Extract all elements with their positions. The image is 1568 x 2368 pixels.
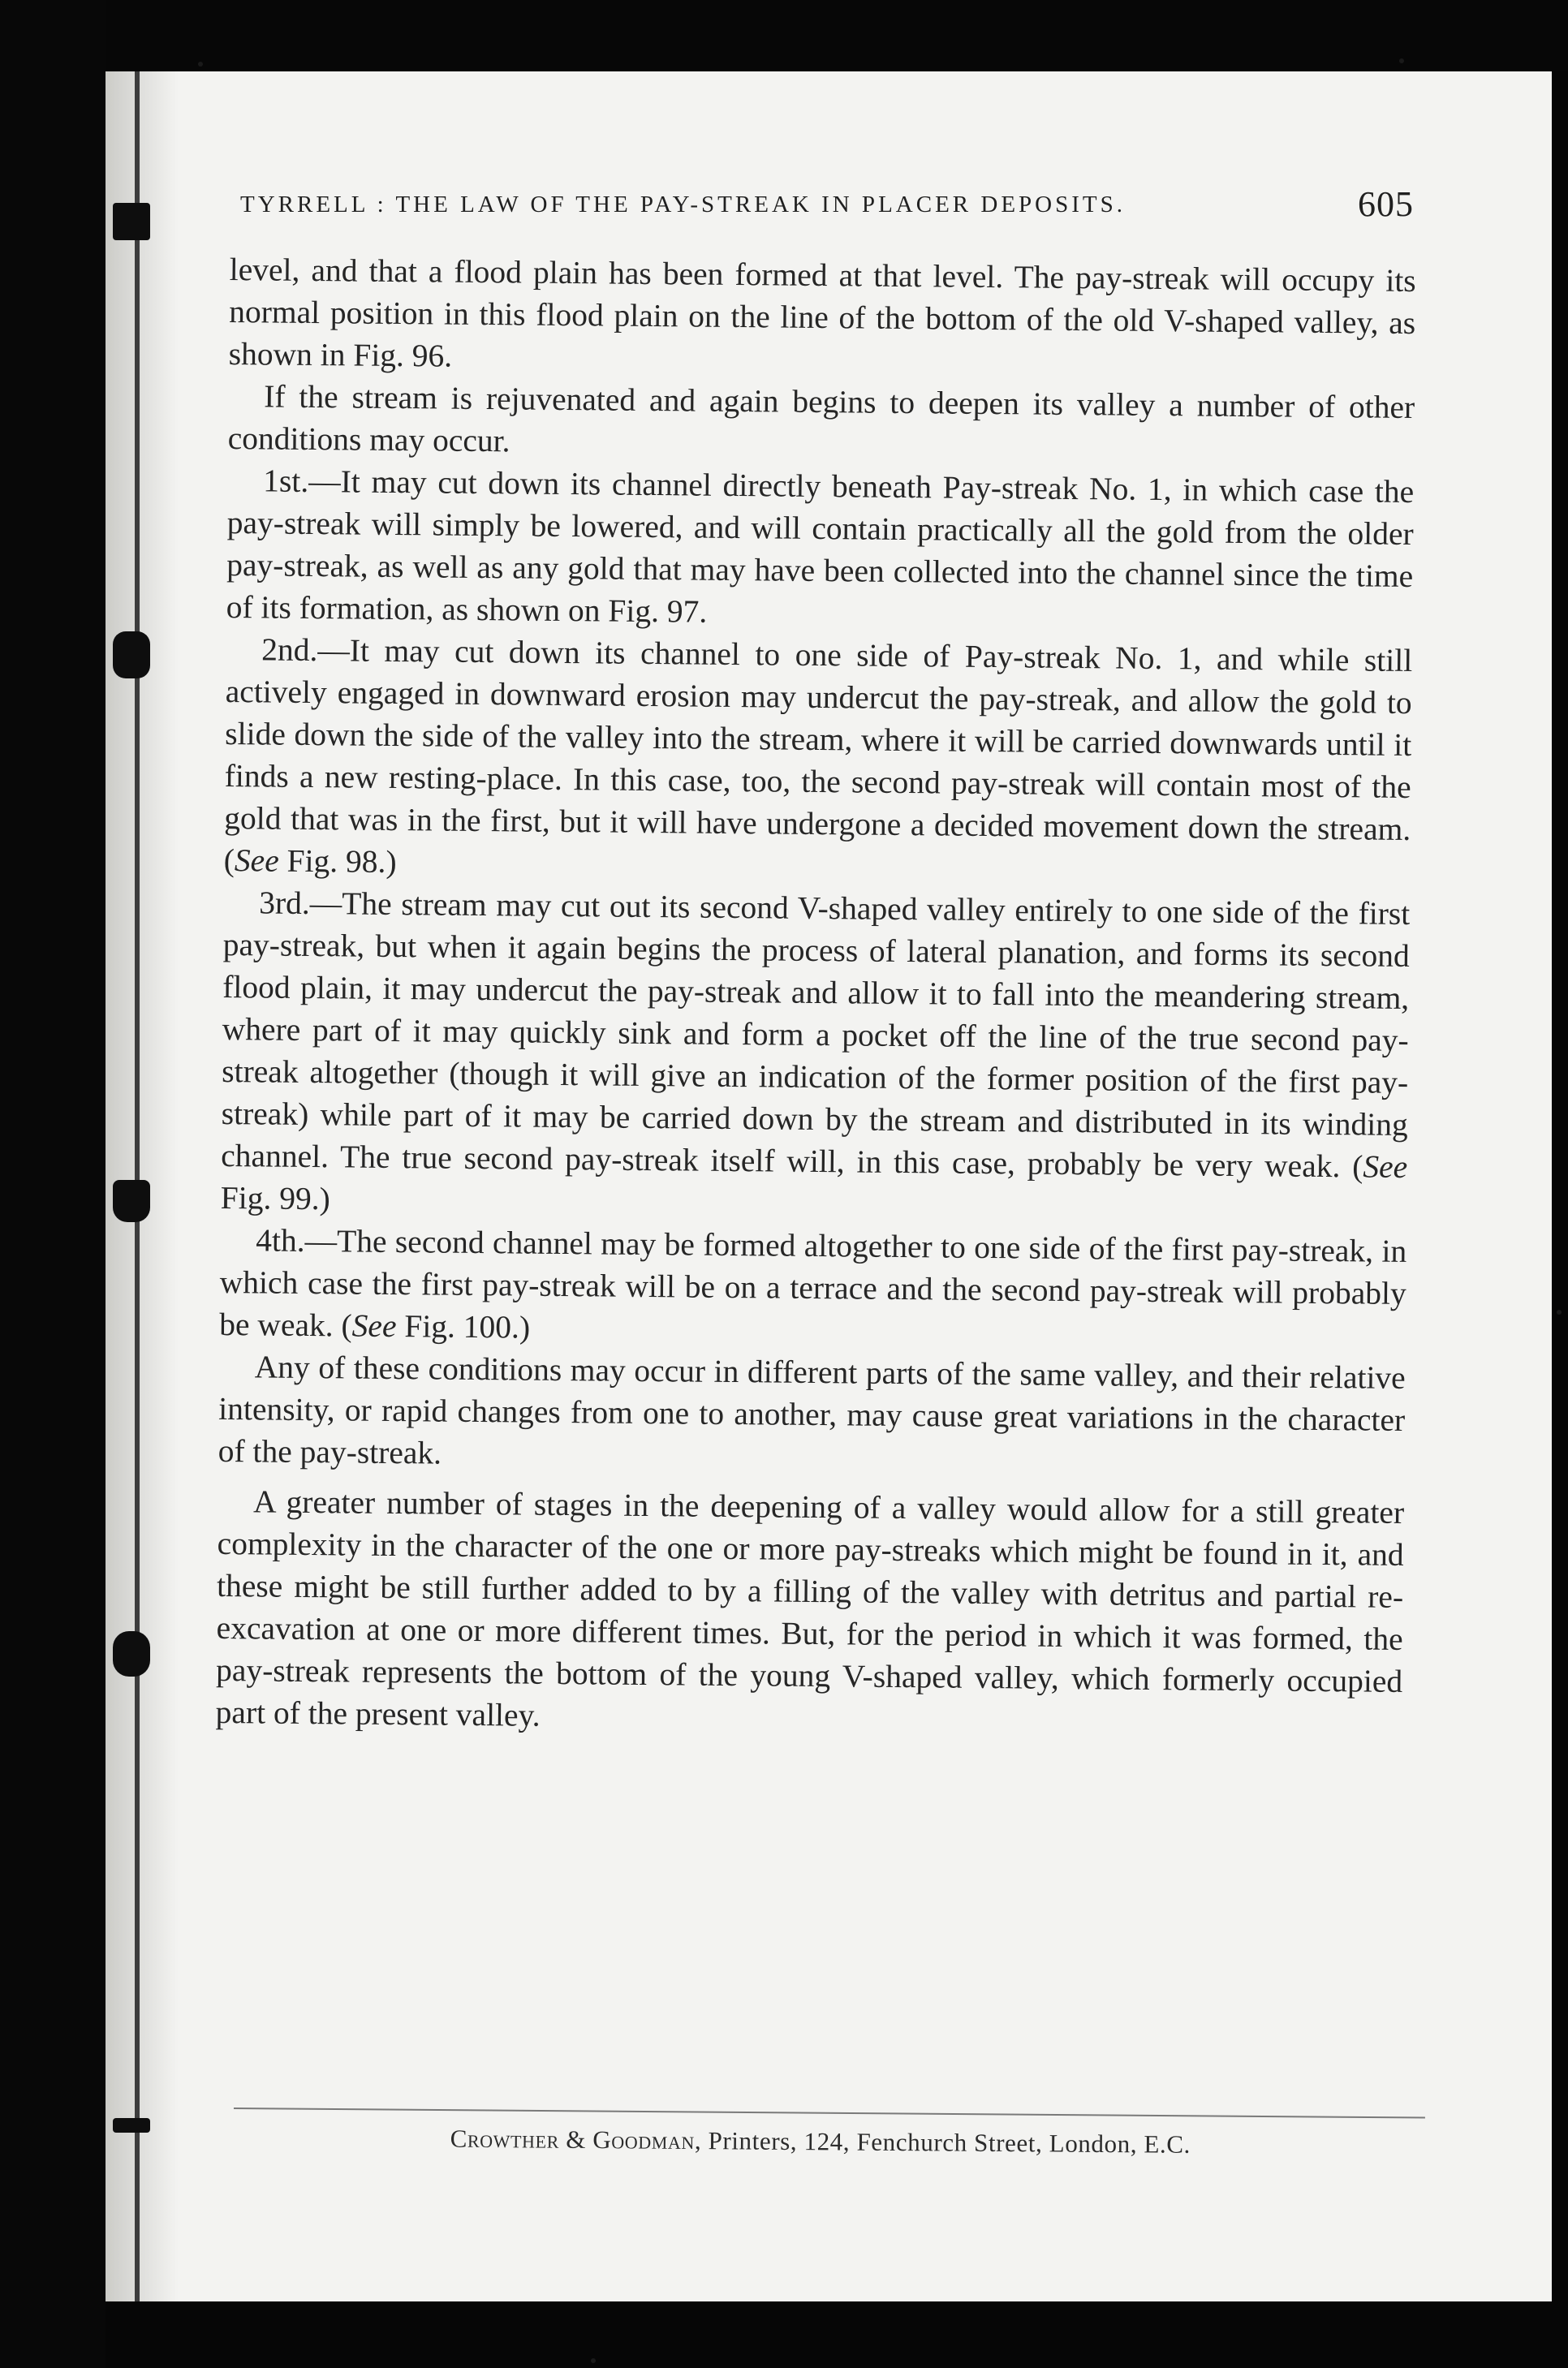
scan-speck <box>1557 1310 1562 1315</box>
paragraph: 2nd.—It may cut down its channel to one side of Pay-streak No. 1, and while still actively engaged in downward erosion may undercut the pay-streak, and allow the gold to slide down the side of the valley into the stream, where it will be carried downwards until it finds a new resting-place. In this case, too, the second pay-streak will contain most of the gold that was in the first, but it will have undergone a decided movement down the stream. (See Fig. 98.) <box>223 631 1413 880</box>
binding-clip-icon <box>113 1631 150 1677</box>
paragraph <box>228 375 1415 471</box>
paragraph-text: If the stream is rejuvenated and again begins to deepen its valley a number of other conditions may occur. <box>227 378 1415 459</box>
paragraph <box>226 459 1415 639</box>
scan-border-left <box>0 0 106 2368</box>
figure-reference: Fig. 99. <box>220 1179 320 1217</box>
paragraph: 4th.—The second channel may be formed altogether to one side of the first pay-streak, in which case the first pay-streak will be on a terrace and the second pay-streak will probably be weak. (See Fig. 100.) <box>219 1222 1407 1345</box>
binding-clip-icon <box>113 2118 150 2133</box>
paragraph: 3rd.—The stream may cut out its second V-shaped valley entirely to one side of the first pay-streak, but when it again begins the process of lateral planation, and forms its second flood plain, it may undercut the pay-streak and allow it to fall into the meandering stream, where part of it may quickly sink and form a pocket off the line of the true second pay-streak altogether (though it will give an indication of the former position of the first pay-streak) while part of it may be carried down by the stream and distributed in its winding channel. The true second pay-streak itself will, in this case, probably be very weak. (See Fig. 99.) <box>220 885 1411 1217</box>
paragraph-text: 2nd.—It may cut down its channel to one side of Pay-streak No. 1, and while still actively engaged in downward erosion may undercut the pay-streak, and allow the gold to slide down the side of the valley into the stream, where it will be carried downwards until it finds a new resting-place. In this case, too, the second pay-streak will contain most of the gold that was in the first, but it will have undergone a decided movement down the stream. <box>224 631 1413 848</box>
binding-clip-icon <box>113 203 150 240</box>
binding-clip-icon <box>113 631 150 678</box>
paragraph <box>218 1345 1406 1483</box>
paragraph <box>215 1480 1404 1745</box>
printer-names: Crowther & Goodman <box>450 2124 696 2155</box>
running-head: TYRRELL : THE LAW OF THE PAY-STREAK IN PLACER DEPOSITS. <box>240 192 1126 217</box>
binding-clip-icon <box>113 1180 150 1222</box>
paragraph-text: 1st.—It may cut down its channel directly beneath Pay-streak No. 1, in which case the pay-streak will simply be lowered, and will contain practically all the gold from the older pay-streak, as well as any gold that may have been collected into the channel since the time of its formation, as shown on Fig. 97. <box>226 463 1415 630</box>
see-label: See <box>351 1307 397 1345</box>
printer-details: , Printers, 124, Fenchurch Street, London, E.C. <box>694 2126 1191 2159</box>
figure-reference: Fig. 98. <box>286 842 386 880</box>
paragraph-text: A greater number of stages in the deepening of a valley would allow for a still greater complexity in the character of the one or more pay-streaks which might be found in it, and these might be still further added to by a filling of the valley with detritus and partial re-excavation at one or more different times. But, for the period in which it was formed, the pay-streak represents the bottom of the young V-shaped valley, which formerly occupied part of the present valley. <box>215 1483 1405 1733</box>
paragraph-text: level, and that a flood plain has been formed at that level. The pay-streak will occupy its normal position in this flood plain on the line of the bottom of the old V-shaped valley, as shown in Fig. 96. <box>228 251 1416 374</box>
see-label: See <box>1363 1148 1408 1185</box>
page-header <box>240 180 1414 229</box>
body-text <box>215 248 1415 1745</box>
scan-speck <box>591 2358 596 2363</box>
see-label: See <box>234 842 279 879</box>
paragraph-text: 3rd.—The stream may cut out its second V-shaped valley entirely to one side of the first pay-streak, but when it again begins the process of lateral planation, and forms its second flood plain, it may undercut the pay-streak and allow it to fall into the meandering stream, where part of it may quickly sink and form a pocket off the line of the true second pay-streak altogether (though it will give an indication of the former position of the first pay-streak) while part of it may be carried down by the stream and distributed in its winding channel. The true second pay-streak itself will, in this case, probably be very weak. <box>221 885 1411 1185</box>
scan-border-top <box>0 0 1568 71</box>
figure-reference: Fig. 100. <box>404 1308 520 1345</box>
page-number: 605 <box>1358 184 1414 224</box>
paragraph-text: 4th.—The second channel may be formed altogether to one side of the first pay-streak, in which case the first pay-streak will be on a terrace and the second pay-streak will probably be weak. <box>219 1222 1407 1344</box>
scan-speck <box>198 62 203 67</box>
paragraph-text: Any of these conditions may occur in different parts of the same valley, and their relative intensity, or rapid changes from one to another, may cause great variations in the character of the pay-streak. <box>218 1349 1406 1471</box>
scan-speck <box>1399 58 1404 63</box>
paragraph <box>229 248 1416 386</box>
